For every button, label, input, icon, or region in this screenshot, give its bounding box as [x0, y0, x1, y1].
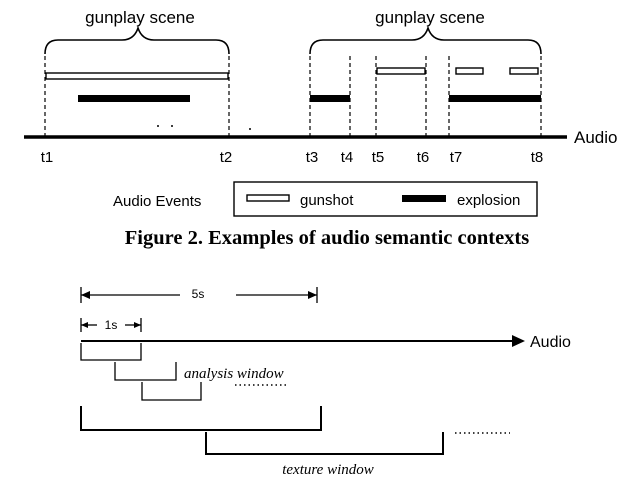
time-label-t3: t3	[305, 149, 319, 166]
duration-1s-label: 1s	[104, 318, 118, 332]
time-label-t4: t4	[340, 149, 354, 166]
figure-caption: Figure 2. Examples of audio semantic contexts	[124, 227, 530, 249]
time-label-t2: t2	[219, 149, 233, 166]
duration-5s-label: 5s	[191, 287, 205, 301]
scene-label-right: gunplay scene	[375, 8, 485, 27]
time-label-t5: t5	[371, 149, 385, 166]
scene-brace-right	[310, 28, 541, 54]
texture-window-bracket	[81, 406, 321, 430]
legend-gunshot-swatch	[247, 195, 289, 201]
explosion-bar	[310, 95, 350, 102]
stray-dot	[157, 125, 159, 127]
audio-axis-label: Audio	[574, 128, 618, 147]
audio-axis-arrowhead	[512, 335, 525, 347]
time-label-t6: t6	[416, 149, 430, 166]
analysis-window-bracket	[142, 382, 201, 400]
texture-window-label: texture window	[282, 462, 374, 478]
gunshot-bar	[510, 68, 538, 74]
analysis-window-bracket	[115, 362, 176, 380]
legend-explosion-swatch	[402, 195, 446, 202]
legend-title: Audio Events	[113, 193, 202, 210]
explosion-bar	[449, 95, 541, 102]
analysis-window-bracket	[81, 343, 141, 360]
time-label-t1: t1	[40, 149, 54, 166]
gunshot-bar	[46, 73, 228, 79]
time-label-t8: t8	[530, 149, 544, 166]
audio-axis-label-2: Audio	[530, 334, 571, 351]
legend-gunshot-label: gunshot	[300, 192, 354, 209]
gunshot-bar	[377, 68, 425, 74]
texture-windows	[81, 406, 443, 454]
texture-window-bracket	[206, 432, 443, 454]
explosion-bar	[78, 95, 190, 102]
stray-dot	[249, 128, 251, 130]
analysis-window-label: analysis window	[184, 366, 284, 382]
time-label-t7: t7	[449, 149, 463, 166]
stray-dot	[171, 125, 173, 127]
analysis-windows	[81, 343, 201, 400]
scene-label-left: gunplay scene	[85, 8, 195, 27]
scene-brace-left	[45, 28, 229, 54]
legend-explosion-label: explosion	[457, 192, 521, 209]
gunshot-bar	[456, 68, 483, 74]
